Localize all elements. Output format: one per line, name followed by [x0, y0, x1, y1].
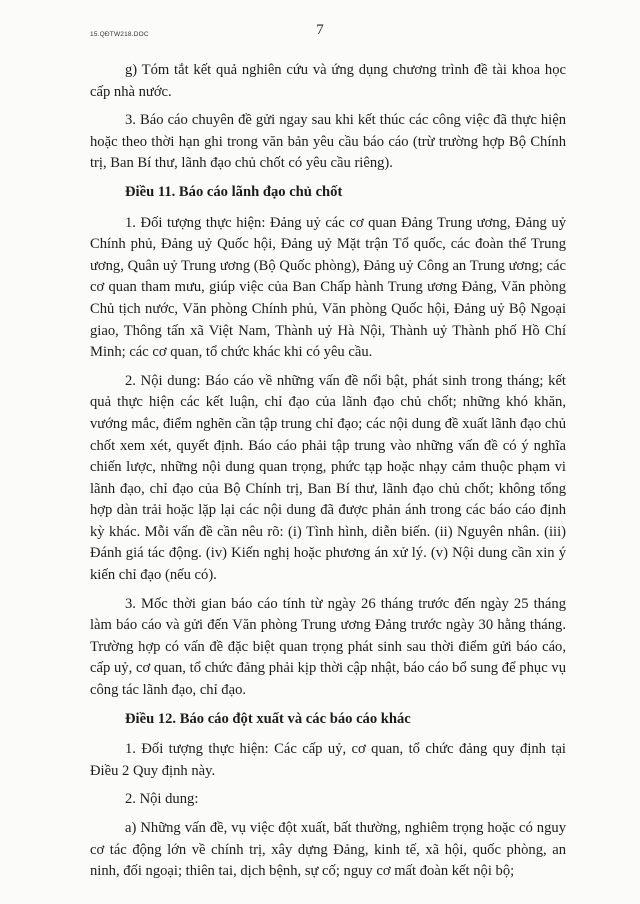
- article-11-heading: Điều 11. Báo cáo lãnh đạo chủ chốt: [125, 183, 343, 200]
- article-12-heading: Điều 12. Báo cáo đột xuất và các báo cáo khác: [125, 710, 411, 727]
- article-11-clause-3: 3. Mốc thời gian báo cáo tính từ ngày 26 tháng trước đến ngày 25 tháng làm báo cáo và gửi đến Văn phòng Trung ương Đảng trước ngày 30 hằng tháng. Trường hợp có vấn đề đặc biệt quan trọng phát sinh sau thời điểm gửi báo cáo, cấp uỷ, cơ quan, tổ chức đảng phải kịp thời cập nhật, báo cáo bổ sung để phục vụ công tác lãnh đạo, chỉ đạo.: [90, 595, 566, 699]
- paragraph-item-3-report-timing: 3. Báo cáo chuyên đề gửi ngay sau khi kết thúc các công việc đã thực hiện hoặc theo thời hạn ghi trong văn bản yêu cầu báo cáo (trừ trường hợp Bộ Chính trị, Ban Bí thư, lãnh đạo chủ chốt có yêu cầu riêng).: [90, 112, 566, 172]
- page-number: 7: [316, 22, 324, 38]
- paragraph-item-g: g) Tóm tắt kết quả nghiên cứu và ứng dụng chương trình đề tài khoa học cấp nhà nước.: [90, 62, 566, 100]
- article-12-clause-2a: a) Những vấn đề, vụ việc đột xuất, bất thường, nghiêm trọng hoặc có nguy cơ tác động lớn về chính trị, xây dựng Đảng, kinh tế, xã hội, quốc phòng, an ninh, đối ngoại; thiên tai, dịch bệnh, sự cố; nguy cơ mất đoàn kết nội bộ;: [90, 820, 566, 880]
- article-11-clause-1: 1. Đối tượng thực hiện: Đảng uỷ các cơ quan Đảng Trung ương, Đảng uỷ Chính phủ, Đảng uỷ Quốc hội, Đảng uỷ Mặt trận Tổ quốc, các đoàn thể Trung ương, Quân uỷ Trung ương (Bộ Quốc phòng), Đảng uỷ Công an Trung ương; các cơ quan tham mưu, giúp việc của Ban Chấp hành Trung ương Đảng, Văn phòng Chủ tịch nước, Văn phòng Chính phủ, Văn phòng Quốc hội, Đảng uỷ Bộ Ngoại giao, Thông tấn xã Việt Nam, Thành uỷ Hà Nội, Thành uỷ Thành phố Hồ Chí Minh; các cơ quan, tổ chức khác khi có yêu cầu.: [90, 214, 566, 361]
- document-body: [90, 60, 566, 890]
- article-12-clause-1: 1. Đối tượng thực hiện: Các cấp uỷ, cơ quan, tổ chức đảng quy định tại Điều 2 Quy định này.: [90, 741, 566, 779]
- article-12-clause-2: 2. Nội dung:: [125, 791, 199, 808]
- document-code: 15.QĐTW218.DOC: [90, 31, 149, 38]
- article-11-clause-2: 2. Nội dung: Báo cáo về những vấn đề nổi bật, phát sinh trong tháng; kết quả thực hiện các kết luận, chỉ đạo của lãnh đạo chủ chốt; những khó khăn, vướng mắc, điểm nghẽn cần tập trung chỉ đạo; các nội dung đề xuất lãnh đạo chủ chốt xem xét, quyết định. Báo cáo phải tập trung vào những vấn đề có ý nghĩa chiến lược, những nội dung quan trọng, phức tạp hoặc nhạy cảm thuộc phạm vi lãnh đạo, chỉ đạo của Bộ Chính trị, Ban Bí thư, lãnh đạo chủ chốt; không tổng hợp dàn trải hoặc lặp lại các nội dung đã được phản ánh trong các báo cáo định kỳ khác. Mỗi vấn đề cần nêu rõ: (i) Tình hình, diễn biến. (ii) Nguyên nhân. (iii) Đánh giá tác động. (iv) Kiến nghị hoặc phương án xử lý. (v) Nội dung cần xin ý kiến chỉ đạo (nếu có).: [90, 372, 566, 584]
